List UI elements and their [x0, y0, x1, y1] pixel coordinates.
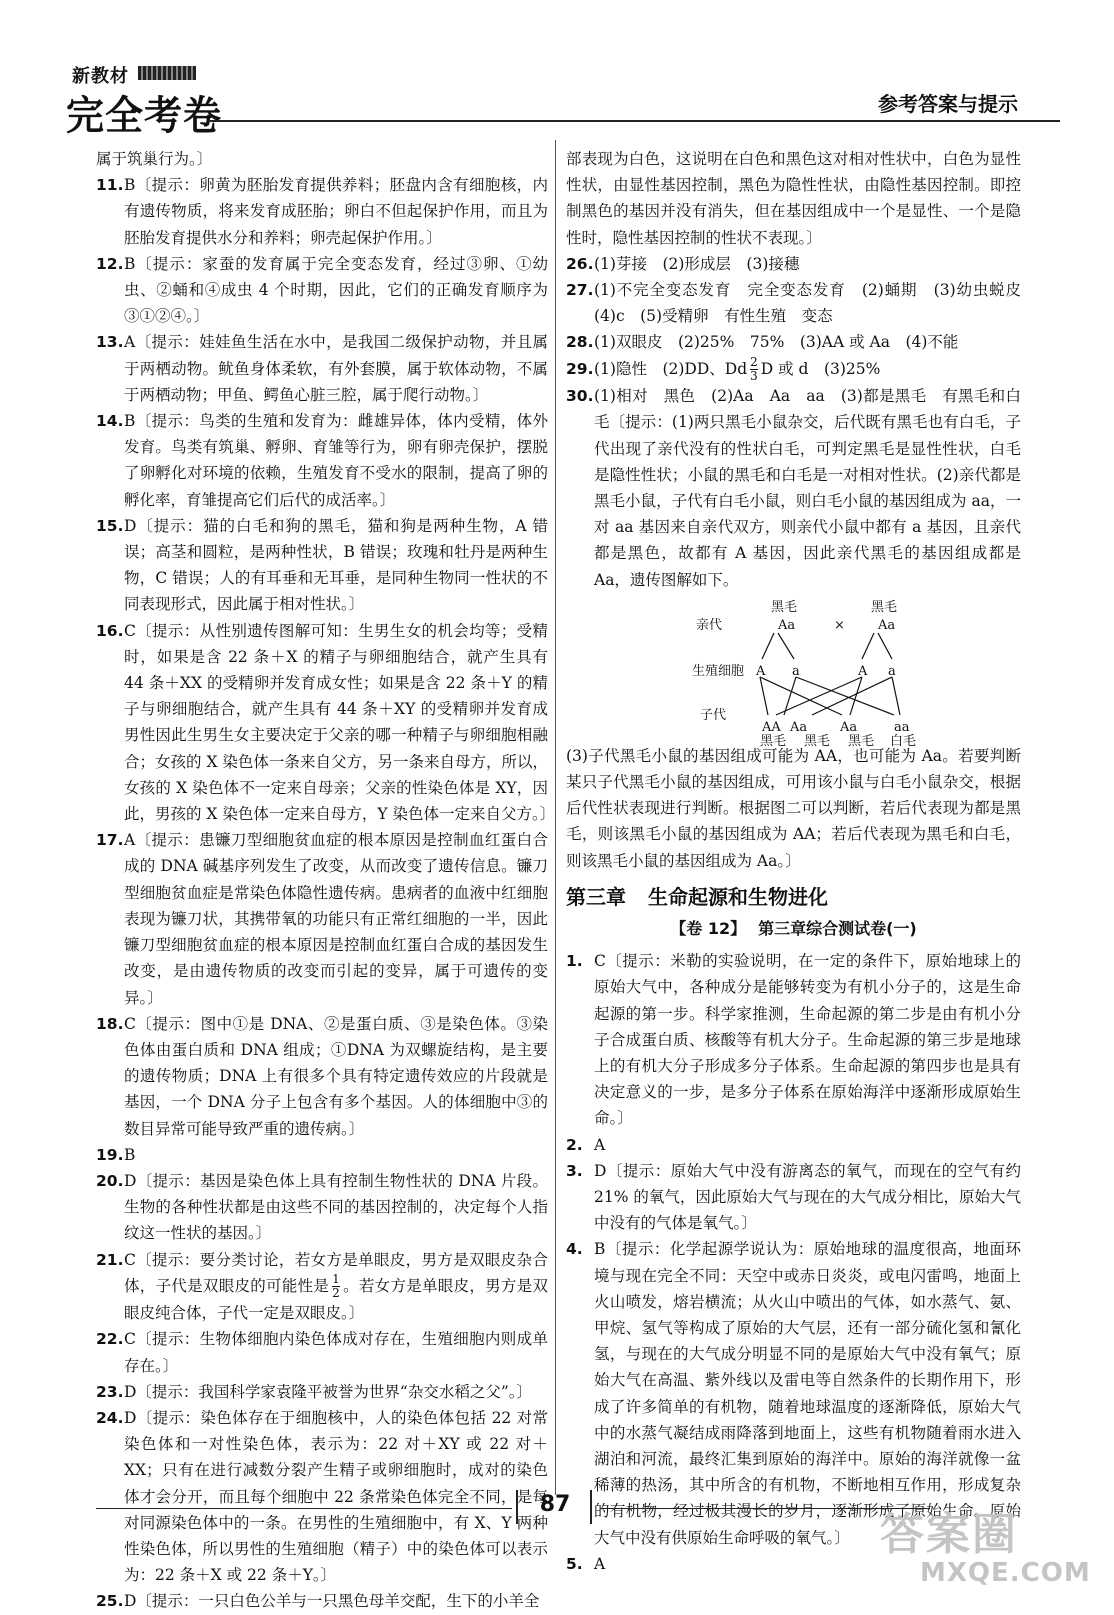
offspring-genotype: Aa — [840, 719, 858, 735]
parent-genotype: Aa — [778, 617, 796, 633]
item-number: 21. — [96, 1250, 124, 1269]
answer-item — [566, 1158, 1021, 1237]
answer-item-29 — [566, 356, 1021, 384]
answer-item — [96, 1588, 548, 1614]
footer-bar-left — [516, 1490, 518, 1524]
answer-item-30 — [566, 383, 1021, 593]
item-number: 19. — [96, 1145, 124, 1164]
item-text: D〔提示：一只白色公羊与一只黑色母羊交配，生下的小羊全 — [124, 1592, 540, 1611]
left-intro: 属于筑巢行为。〕 — [96, 150, 213, 168]
chapter-number: 第三章 — [566, 884, 626, 909]
right-column — [566, 146, 1037, 1577]
item-number: 22. — [96, 1330, 124, 1349]
test-label: 【卷 12】 — [670, 918, 747, 938]
fraction-denominator: 2 — [332, 1286, 340, 1301]
row-label-gamete: 生殖细胞 — [692, 663, 745, 679]
item-number: 2. — [566, 1135, 583, 1154]
offspring-genotype: Aa — [790, 719, 808, 735]
row-label-parent: 亲代 — [696, 617, 723, 633]
row-label-offspring: 子代 — [700, 707, 727, 723]
parent-phenotype: 黑毛 — [871, 599, 898, 615]
answer-item — [566, 1132, 1021, 1158]
item-text: D〔提示：猫的白毛和狗的黑毛，猫和狗是两种生物，A 错误；高茎和圆粒，是两种性状，B 错误；玫瑰和牡丹是两种生物，C 错误；人的有耳垂和无耳垂，是同种生物同一性状的不同表现形式，因此属于相对性状。〕 — [124, 516, 548, 614]
arrow-line — [776, 677, 862, 715]
watermark-logo-text: 答案圈 — [880, 1509, 1018, 1560]
fraction-numerator: 2 — [750, 355, 758, 370]
answer-item — [96, 1168, 548, 1247]
right-items-b — [566, 948, 1021, 1577]
answer-item — [96, 1142, 548, 1168]
page-header — [60, 60, 1060, 139]
answer-item — [96, 618, 556, 828]
fraction — [750, 356, 758, 383]
page-number: 87 — [539, 1492, 571, 1517]
item-number: 27. — [566, 281, 594, 300]
gamete: A — [756, 663, 766, 679]
answer-item — [566, 948, 1021, 1131]
logo-title: 完全考卷 — [66, 92, 223, 139]
parent-genotype: Aa — [878, 617, 896, 633]
cross-symbol: × — [834, 617, 845, 633]
item-text: C〔提示：米勒的实验说明，在一定的条件下，原始地球上的原始大气中，各种成分是能够转变为有机小分子的，这是生命起源的第一步。科学家推测，生命起源的第二步是由有机小分子合成蛋白质、核酸等有机大分子。生命起源的第三步是地球上的有机大分子形成多分子体系。生命起源的第四步也是具有决定意义的一步，是多分子体系在原始海洋中逐渐形成原始生命。〕 — [594, 952, 1021, 1128]
left-items-b — [96, 1326, 548, 1614]
arrow-line — [762, 633, 774, 659]
left-items — [96, 172, 556, 1246]
item-text: D 或 d (3)25% — [760, 359, 881, 378]
chapter-heading — [566, 884, 1021, 910]
watermark — [880, 1498, 1090, 1598]
item-number: 1. — [566, 952, 583, 971]
item-text: (1)不完全变态发育 完全变态发育 (2)蛹期 (3)幼虫蜕皮 (4)c (5)受精卵 有性生殖 变态 — [594, 281, 1037, 326]
item-number: 17. — [96, 831, 124, 850]
item-text: A — [594, 1554, 606, 1573]
answer-item — [566, 329, 1021, 355]
header-title: 参考答案与提示 — [878, 92, 1018, 116]
fraction-numerator: 1 — [332, 1272, 340, 1287]
item-number: 12. — [96, 254, 124, 273]
item-number: 28. — [566, 333, 594, 352]
answer-item — [566, 277, 1037, 329]
item-text: A〔提示：娃娃鱼生活在水中，是我国二级保护动物，并且属于两栖动物。鱿鱼身体柔软，有外套膜，属于软体动物，不属于两栖动物；甲鱼、鳄鱼心脏三腔，属于爬行动物。〕 — [124, 333, 548, 404]
item-text: D〔提示：原始大气中没有游离态的氧气，而现在的空气有约 21% 的氧气，因此原始大气与现在的大气成分相比，原始大气中没有的气体是氧气。〕 — [594, 1161, 1021, 1233]
item-number: 16. — [96, 621, 124, 640]
item-number: 25. — [96, 1592, 124, 1611]
arrow-line — [862, 633, 874, 659]
item-number: 29. — [566, 359, 594, 378]
chapter-title: 生命起源和生物进化 — [648, 884, 828, 909]
item-number: 5. — [566, 1554, 583, 1573]
right-continuation: 部表现为白色，这说明在白色和黑色这对相对性状中，白色为显性性状，由显性基因控制，黑色为隐性性状，由隐性基因控制。即控制黑色的基因并没有消失，但在基因组成中一个是显性、一个是隐性时，隐性基因控制的性状不表现。〕 — [566, 150, 1021, 247]
item-text: B — [124, 1145, 136, 1164]
item-number: 30. — [566, 387, 594, 406]
answer-item — [96, 513, 548, 618]
answer-item-21 — [96, 1247, 548, 1327]
item-text: B〔提示：家蚕的发育属于完全变态发育，经过③卵、①幼虫、②蛹和④成虫 4 个时期，因此，它们的正确发育顺序为③①②④。〕 — [124, 254, 548, 326]
logo-tag — [138, 66, 196, 80]
item-text: A — [594, 1135, 606, 1154]
test-title: 第三章综合测试卷(一) — [758, 918, 917, 938]
gamete: a — [792, 663, 800, 679]
answer-item — [96, 172, 548, 251]
item-text: 。若女方是单眼皮，男方是双眼皮纯合体，子代一定是双眼皮。〕 — [124, 1276, 548, 1323]
item-number: 13. — [96, 333, 124, 352]
offspring-phenotype: 白毛 — [890, 733, 917, 749]
answer-item — [96, 251, 548, 330]
offspring-phenotype: 黑毛 — [848, 733, 875, 749]
item-number: 24. — [96, 1409, 124, 1428]
item-text: D〔提示：基因是染色体上具有控制生物性状的 DNA 片段。生物的各种性状都是由这些不同的基因控制的，决定每个人指纹这一性状的基因。〕 — [124, 1171, 548, 1243]
item-text: C〔提示：要分类讨论，若女方是单眼皮，男方是双眼皮杂合体，子代是双眼皮的可能性是 — [124, 1250, 548, 1295]
offspring-phenotype: 黑毛 — [804, 733, 831, 749]
answer-item — [566, 251, 1021, 277]
item-number: 15. — [96, 516, 124, 535]
parent-phenotype: 黑毛 — [771, 599, 798, 615]
genetic-cross-diagram — [566, 593, 1021, 749]
item-number: 11. — [96, 176, 124, 195]
gamete: a — [888, 663, 896, 679]
answer-item — [96, 1405, 548, 1588]
footer-rule-left — [96, 1508, 512, 1509]
test-heading — [566, 916, 1021, 942]
item-text: B〔提示：卵黄为胚胎发育提供养料；胚盘内含有细胞核，内有遗传物质，将来发育成胚胎；卵白不但起保护作用，而且为胚胎发育提供水分和养料；卵壳起保护作用。〕 — [124, 176, 548, 247]
item-number: 3. — [566, 1161, 583, 1180]
item-text: A〔提示：患镰刀型细胞贫血症的根本原因是控制血红蛋白合成的 DNA 碱基序列发生了改变，从而改变了遗传信息。镰刀型细胞贫血症是常染色体隐性遗传病。患病者的血液中红细胞表现为镰刀状，其携带氧的功能只有正常红细胞的一半，因此镰刀型细胞贫血症的根本原因是控制血红蛋白合成的基因发生改变，是由遗传物质的改变而引起的变异，属于可遗传的变异。〕 — [124, 831, 548, 1007]
offspring-genotype: aa — [894, 719, 910, 735]
item-number: 18. — [96, 1014, 124, 1033]
footer-bar-right — [590, 1490, 592, 1524]
arrow-line — [760, 677, 842, 715]
item-number: 14. — [96, 412, 124, 431]
item-30-part-3: (3)子代黑毛小鼠的基因组成可能为 AA，也可能为 Aa。若要判断某只子代黑毛小鼠的基因组成，可用该小鼠与白毛小鼠杂交，根据后代性状表现进行判断。根据图二可以判断，若后代表现为都是黑毛，则该黑毛小鼠的基因组成为 AA；若后代表现为黑毛和白毛，则该黑毛小鼠的基因组成为 Aa。〕 — [566, 746, 1021, 870]
item-text: D〔提示：我国科学家袁隆平被誉为世界“杂交水稻之父”。〕 — [124, 1382, 533, 1401]
fraction-denominator: 3 — [750, 369, 758, 384]
answer-item — [96, 1326, 548, 1378]
gamete: A — [858, 663, 868, 679]
fraction — [332, 1273, 340, 1300]
answer-item — [96, 1379, 548, 1405]
item-number: 20. — [96, 1171, 124, 1190]
item-text: C〔提示：从性别遗传图解可知：生男生女的机会均等；受精时，如果是含 22 条＋X 的精子与卵细胞结合，就产生具有 44 条＋XX 的受精卵并发育成女性；如果是含 22 条＋Y 的精子与卵细胞结合，就产生具有 44 条＋XY 的受精卵并发育成男性因此生男生女主要决定于父亲的哪一种精子与卵细胞相融合；女孩的 X 染色体一条来自父方，另一条来自母方，所以，女孩的 X 染色体不一定来自母亲；父亲的性染色体是 XY，因此，男孩的 X 染色体一定来自母方，Y 染色体一定来自父方。〕 — [124, 621, 556, 824]
header-rule — [210, 120, 1060, 122]
answer-item — [96, 408, 548, 513]
answer-item — [96, 827, 548, 1010]
right-items — [566, 251, 1037, 356]
offspring-genotype: AA — [762, 719, 781, 735]
item-text: B〔提示：鸟类的生殖和发育为：雌雄异体，体内受精，体外发育。鸟类有筑巢、孵卵、育雏等行为，卵有卵壳保护，摆脱了卵孵化对环境的依赖，生殖发育不受水的限制，提高了卵的孵化率，育雏提高它们后代的成活率。〕 — [124, 412, 548, 509]
item-number: 23. — [96, 1382, 124, 1401]
answer-item — [96, 1011, 548, 1142]
item-text: (1)芽接 (2)形成层 (3)接穗 — [594, 254, 800, 273]
answer-item — [96, 329, 548, 408]
item-text: (1)隐性 (2)DD、Dd — [594, 359, 748, 378]
item-text: D〔提示：染色体存在于细胞核中，人的染色体包括 22 对常染色体和一对性染色体，表示为：22 对＋XY 或 22 对＋XX；只有在进行减数分裂产生精子或卵细胞时，成对的染色体才会分开，而且每个细胞中 22 条常染色体完全不同，是每对同源染色体中的一条。在男性的生殖细胞中，有 X、Y 两种性染色体，所以男性的生殖细胞（精子）中的染色体可以表示为：22 条＋X 或 22 条＋Y。〕 — [124, 1409, 548, 1585]
item-text: C〔提示：生物体细胞内染色体成对存在，生殖细胞内则成单存在。〕 — [124, 1330, 548, 1375]
logo-small-text: 新教材 — [72, 66, 129, 87]
item-number: 26. — [566, 254, 594, 273]
item-text: C〔提示：图中①是 DNA、②是蛋白质、③是染色体。③染色体由蛋白质和 DNA 组成；①DNA 为双螺旋结构，是主要的遗传物质；DNA 上有很多个具有特定遗传效应的片段就是基因，一个 DNA 分子上包含有多个基因。人的体细胞中③的数目异常可能导致严重的遗传病。〕 — [124, 1014, 548, 1138]
offspring-phenotype: 黑毛 — [760, 733, 787, 749]
item-number: 4. — [566, 1240, 583, 1259]
item-text: (1)相对 黑色 (2)Aa Aa aa (3)都是黑毛 有黑毛和白毛〔提示：(1)两只黑毛小鼠杂交，后代既有黑毛也有白毛，子代出现了亲代没有的性状白毛，可判定黑毛是显性性状，白毛是隐性性状；小鼠的黑毛和白毛是一对相对性状。(2)亲代都是黑毛小鼠，子代有白毛小鼠，则白毛小鼠的基因组成为 aa，一对 aa 基因来自亲代双方，则亲代小鼠中都有 a 基因，且亲代都是黑色，故都有 A 基因，因此亲代黑毛的基因组成都是 Aa，遗传图解如下。 — [594, 387, 1021, 589]
watermark-url: MXQE.COM — [920, 1558, 1091, 1588]
item-text: (1)双眼皮 (2)25% 75% (3)AA 或 Aa (4)不能 — [594, 333, 959, 352]
item-text: B〔提示：化学起源学说认为：原始地球的温度很高，地面环境与现在完全不同：天空中或赤日炎炎，或电闪雷鸣，地面上火山喷发，熔岩横流；从火山中喷出的气体，如水蒸气、氨、甲烷、氢气等构成了原始的大气层，还有一部分硫化氢和氰化氢，与现在的大气成分明显不同的是原始大气中没有氧气；原始大气在高温、紫外线以及雷电等自然条件的长期作用下，形成了许多简单的有机物，随着地球温度的逐渐降低，原始大气中的水蒸气凝结成雨降落到地面上，这些有机物随着雨水进入湖泊和河流，最终汇集到原始的海洋中。原始的海洋就像一盆稀薄的热汤，其中所含的有机物，不断地相互作用，形成复杂的有机物，经过极其漫长的岁月，逐渐形成了原始生命。原始大气中没有供原始生命呼吸的氧气。〕 — [594, 1240, 1021, 1547]
